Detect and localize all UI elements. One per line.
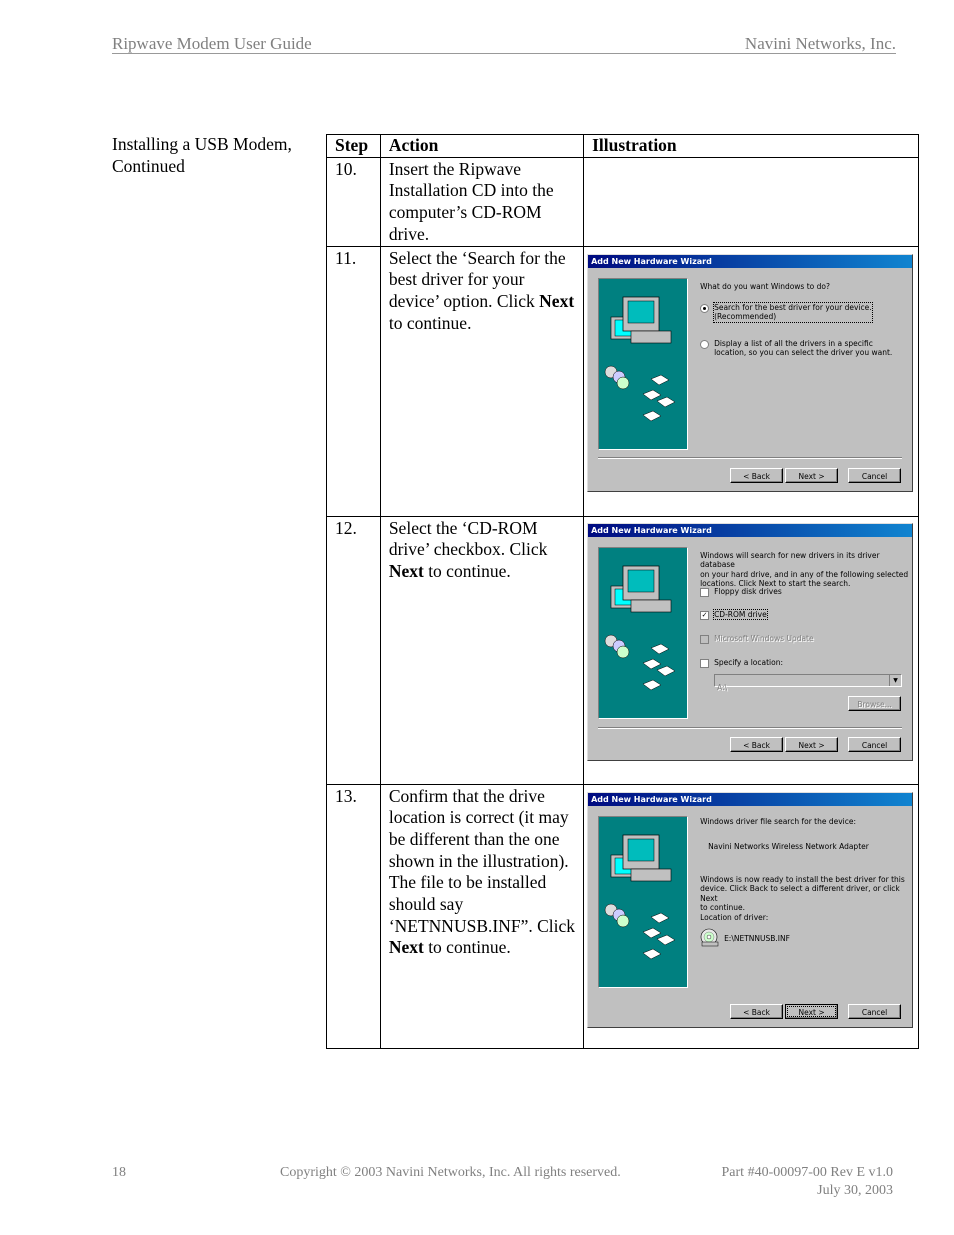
cd-icon [700,927,720,947]
ready-line: device. Click Back to select a different driver, or click Next [700,884,900,903]
step-number: 13. [327,784,381,1048]
display-option-label[interactable] [714,339,892,358]
computer-icon [599,548,687,718]
action-text-part: Select the ‘Search for the best driver for your device’ option. Click [388,247,566,311]
steps-table [326,134,919,1049]
next-button[interactable]: Next > [785,468,838,483]
table-header-row [327,135,919,158]
wizard-titlebar: Add New Hardware Wizard [588,793,912,806]
illustration-cell [584,516,919,784]
ready-line: to continue. [700,903,745,913]
action-bold: Next [388,560,424,581]
computer-icon [599,279,687,449]
ready-line: Windows is now ready to install the best driver for this [700,874,905,884]
option-line: Search for the best driver for your device. [714,302,872,312]
specify-location-label[interactable]: Specify a location: [714,657,784,667]
display-list-radio[interactable] [700,340,709,349]
next-button[interactable]: Next > [785,737,838,752]
option-line: (Recommended) [714,312,777,322]
action-header: Action [380,135,583,158]
device-name: Navini Networks Wireless Network Adapter [708,841,869,851]
wizard-art [598,816,688,988]
section-label: Installing a USB Modem, Continued [112,134,292,176]
page-number: 18 [112,1165,126,1180]
wizard-dialog [587,792,913,1028]
back-button[interactable]: < Back [730,737,783,752]
part-number: Part #40-00097-00 Rev E v1.0 [721,1165,893,1180]
back-button[interactable]: < Back [730,468,783,483]
action-text-part: to continue. [388,312,472,333]
action-text-part: Select the ‘CD-ROM drive’ checkbox. Click [388,517,548,560]
action-text-part: Insert the Ripwave Installation CD into the computer’s CD-ROM drive. [388,158,554,244]
wizard-dialog [587,523,913,761]
action-text [380,784,583,1048]
revision-date: July 30, 2003 [817,1183,893,1198]
table-row [327,157,919,246]
divider [598,727,902,729]
option-line: location, so you can select the driver you want. [714,348,893,358]
floppy-checkbox[interactable] [700,588,709,597]
search-line: Windows driver file search for the device: [700,816,857,826]
windows-update-label[interactable]: Microsoft Windows Update [714,633,814,643]
wizard-intro [700,551,912,589]
back-button[interactable]: < Back [730,1004,783,1019]
step-number: 12. [327,516,381,784]
floppy-label[interactable]: Floppy disk drives [714,586,782,596]
action-text-part: to continue. [423,560,511,581]
wizard-question: What do you want Windows to do? [700,281,830,291]
action-text-part: Confirm that the drive location is correct (it may be different than the one shown in the illustration). The file to be installed should say ‘NETNNUSB.INF”. Click [388,785,575,936]
option-line: Display a list of all the drivers in a specific [714,338,873,348]
intro-line: Windows will search for new drivers in its driver database [700,550,880,570]
action-bold: Next [539,290,575,311]
action-text [380,157,583,246]
action-text-part: to continue. [423,937,511,958]
location-label: Location of driver: [700,912,769,922]
driver-path: E:\NETNNUSB.INF [724,933,790,943]
wizard-titlebar: Add New Hardware Wizard [588,255,912,268]
wizard-titlebar: Add New Hardware Wizard [588,524,912,537]
intro-line: locations. Click Next to start the search. [700,579,851,589]
illustration-cell [584,784,919,1048]
copyright: Copyright © 2003 Navini Networks, Inc. All rights reserved. [280,1165,621,1180]
action-text [380,516,583,784]
cdrom-checkbox[interactable]: ✓ [701,610,708,619]
chevron-down-icon[interactable]: ▼ [889,675,901,686]
illustration-cell [584,157,919,246]
next-button[interactable]: Next > [785,1004,838,1019]
location-dropdown[interactable] [714,674,902,692]
cancel-button[interactable]: Cancel [848,737,901,752]
cdrom-label[interactable]: CD-ROM drive [714,609,767,619]
intro-line: on your hard drive, and in any of the following selected [700,569,909,579]
page-header [112,33,896,54]
cancel-button[interactable]: Cancel [848,1004,901,1019]
action-text [380,246,583,516]
step-number: 11. [327,246,381,516]
wizard-art [598,547,688,719]
step-number: 10. [327,157,381,246]
location-value: A:\ [717,682,728,692]
table-row [327,516,919,784]
action-bold: Next [388,937,424,958]
table-row [327,784,919,1048]
illustration-cell [584,246,919,516]
computer-icon [599,817,687,987]
divider [598,457,902,459]
wizard-art [598,278,688,450]
table-row [327,246,919,516]
browse-button[interactable]: Browse... [848,696,901,711]
ready-text [700,875,912,913]
cancel-button[interactable]: Cancel [848,468,901,483]
search-radio[interactable] [700,304,709,313]
windows-update-checkbox[interactable] [700,635,709,644]
illustration-header: Illustration [584,135,919,158]
step-header: Step [327,135,381,158]
search-option-label[interactable] [714,303,872,322]
header-right: Navini Networks, Inc. [744,34,896,53]
specify-location-checkbox[interactable] [700,659,709,668]
wizard-dialog [587,254,913,492]
header-left: Ripwave Modem User Guide [112,34,312,53]
